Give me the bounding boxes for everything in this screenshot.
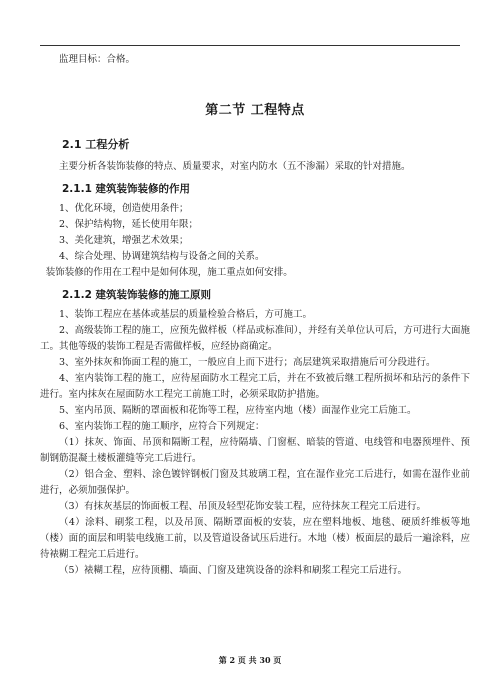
role-item: 4、综合处理、协调建筑结构与设备之间的关系。 [59, 251, 265, 262]
analysis-intro: 主要分析各装饰装修的特点、质量要求，对室内防水（五不渗漏）采取的针对措施。 [59, 161, 411, 172]
principle-item: 3、室外抹灰和饰面工程的施工，一般应自上而下进行；高层建筑采取措施后可分段进行。 [59, 357, 436, 368]
role-note: 装饰装修的作用在工程中是如何体现，施工重点如何安排。 [45, 267, 293, 278]
principle-item: 1、装饰工程应在基体或基层的质量检验合格后，方可施工。 [59, 309, 313, 320]
role-item: 1、优化环境，创造使用条件； [59, 203, 189, 214]
page-content [40, 48, 470, 579]
order-sub-item: （1）抹灰、饰面、吊顶和隔断工程，应待隔墙、门窗框、暗装的管道、电线管和电器预埋件、预制钢筋混凝土楼板灌缝等完工后进行。 [40, 437, 470, 464]
role-item: 3、美化建筑，增强艺术效果； [59, 235, 189, 246]
principle-item: 2、高级装饰工程的施工，应预先做样板（样品或标准间），并经有关单位认可后，方可进行大面施工。其他等级的装饰工程是否需做样板，应经协商确定。 [40, 325, 470, 352]
heading-decoration-role: 2.1.1 建筑装饰装修的作用 [62, 183, 191, 195]
supervision-goal: 监理目标：合格。 [59, 54, 136, 65]
order-sub-item: （5）裱糊工程，应待顶棚、墙面、门窗及建筑设备的涂料和刷浆工程完工后进行。 [59, 565, 408, 576]
order-sub-item: （3）有抹灰基层的饰面板工程、吊顶及轻型花饰安装工程，应待抹灰工程完工后进行。 [59, 501, 427, 512]
principle-item: 4、室内装饰工程的施工，应待屋面防水工程完工后，并在不致被后继工程所损坏和玷污的条件下进行。室内抹灰在屋面防水工程完工前施工时，必须采取防护措施。 [40, 373, 470, 400]
section-title: 第二节 工程特点 [205, 103, 305, 118]
page-number-footer: 第 2 页 共 30 页 [218, 655, 282, 665]
header-rule [40, 45, 460, 46]
heading-construction-principles: 2.1.2 建筑装饰装修的施工原则 [62, 289, 212, 301]
role-item: 2、保护结构物，延长使用年限； [59, 219, 199, 230]
principle-item: 5、室内吊顶、隔断的罩面板和花饰等工程，应待室内地（楼）面湿作业完工后施工。 [59, 405, 417, 416]
principle-item: 6、室内装饰工程的施工顺序，应符合下列规定： [59, 421, 265, 432]
order-sub-item: （4）涂料、刷浆工程，以及吊顶、隔断罩面板的安装，应在塑料地板、地毯、硬质纤维板等地（楼）面的面层和明装电线施工前，以及管道设备试压后进行。木地（楼）板面层的最后一遍涂料，应待裱糊工程完工后进行。 [40, 517, 470, 560]
heading-engineering-analysis: 2.1 工程分析 [62, 138, 130, 151]
order-sub-item: （2）铝合金、塑料、涂色镀锌钢板门窗及其玻璃工程，宜在湿作业完工后进行，如需在湿作业前进行，必须加强保护。 [40, 469, 470, 496]
